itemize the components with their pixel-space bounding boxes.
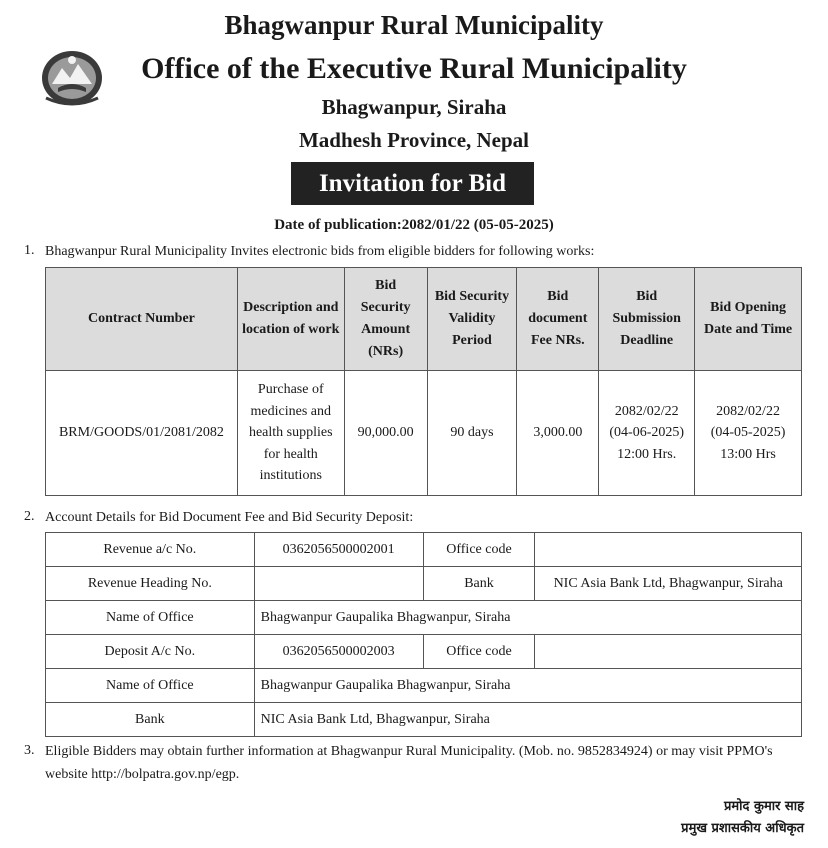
municipality-name: Bhagwanpur Rural Municipality [224, 10, 604, 40]
section-number: 2. [24, 509, 35, 524]
revenue-heading-value [254, 567, 423, 601]
publication-date: Date of publication:2082/01/22 (05-05-2025) [274, 217, 554, 233]
row-label: Office code [423, 533, 535, 567]
signatory-name: प्रमोद कुमार साह [724, 799, 804, 814]
office-name: Office of the Executive Rural Municipality [141, 52, 687, 85]
table-row [46, 533, 802, 567]
row-label: Office code [423, 635, 535, 669]
column-header: Bid document Fee NRs. [517, 268, 599, 371]
column-header: Bid Opening Date and Time [695, 268, 802, 371]
column-header: Bid Submission Deadline [599, 268, 695, 371]
account-details-table [45, 532, 802, 737]
section-number: 3. [24, 743, 35, 758]
row-label: Revenue a/c No. [46, 533, 255, 567]
deadline-time: 12:00 Hrs. [617, 446, 677, 462]
notice-title-banner: Invitation for Bid [291, 162, 534, 205]
office-name-value: Bhagwanpur Gaupalika Bhagwanpur, Siraha [254, 669, 801, 703]
bank-name: NIC Asia Bank Ltd, Bhagwanpur, Siraha [254, 703, 801, 737]
table-row [46, 703, 802, 737]
office-name-value: Bhagwanpur Gaupalika Bhagwanpur, Siraha [254, 601, 801, 635]
work-description: Purchase of medicines and health supplies for health institutions [237, 371, 344, 496]
bid-document-fee: 3,000.00 [517, 371, 599, 496]
opening-ad-date: (04-05-2025) [710, 425, 786, 441]
section-1-text: Bhagwanpur Rural Municipality Invites electronic bids from eligible bidders for following works: [45, 244, 595, 259]
row-label: Bank [423, 567, 535, 601]
opening-date: 2082/02/22 [716, 403, 780, 419]
opening-time: 13:00 Hrs [720, 446, 776, 462]
bank-name: NIC Asia Bank Ltd, Bhagwanpur, Siraha [535, 567, 802, 601]
column-header: Description and location of work [237, 268, 344, 371]
section-3-line-1: Eligible Bidders may obtain further information at Bhagwanpur Rural Municipality. (Mob. no. 9852834924) or may visit PPMO's [45, 744, 773, 759]
row-label: Bank [46, 703, 255, 737]
table-row [46, 601, 802, 635]
submission-deadline [599, 371, 695, 496]
table-header-row [46, 268, 802, 371]
office-location: Bhagwanpur, Siraha [321, 95, 507, 119]
revenue-account-number: 0362056500002001 [254, 533, 423, 567]
office-code-value [535, 635, 802, 669]
table-row [46, 371, 802, 496]
deadline-date: 2082/02/22 [614, 403, 679, 419]
row-label: Name of Office [46, 601, 255, 635]
bid-details-table [45, 267, 802, 496]
table-row [46, 567, 802, 601]
signatory-title: प्रमुख प्रशासकीय अधिकृत [681, 821, 804, 836]
section-3-line-2: website http://bolpatra.gov.np/egp. [45, 767, 240, 782]
table-row [46, 635, 802, 669]
contract-number: BRM/GOODS/01/2081/2082 [46, 371, 238, 496]
row-label: Deposit A/c No. [46, 635, 255, 669]
table-row [46, 669, 802, 703]
deposit-account-number: 0362056500002003 [254, 635, 423, 669]
row-label: Revenue Heading No. [46, 567, 255, 601]
office-code-value [535, 533, 802, 567]
row-label: Name of Office [46, 669, 255, 703]
column-header: Contract Number [46, 268, 238, 371]
deadline-ad-date: (04-06-2025) [609, 425, 685, 441]
section-2-text: Account Details for Bid Document Fee and Bid Security Deposit: [45, 510, 414, 525]
column-header: Bid Security Amount (NRs) [344, 268, 427, 371]
province-name: Madhesh Province, Nepal [298, 128, 530, 152]
opening-date-time [695, 371, 802, 496]
section-number: 1. [24, 243, 35, 258]
column-header: Bid Security Validity Period [427, 268, 517, 371]
bid-security-amount: 90,000.00 [344, 371, 427, 496]
bid-validity-period: 90 days [427, 371, 517, 496]
